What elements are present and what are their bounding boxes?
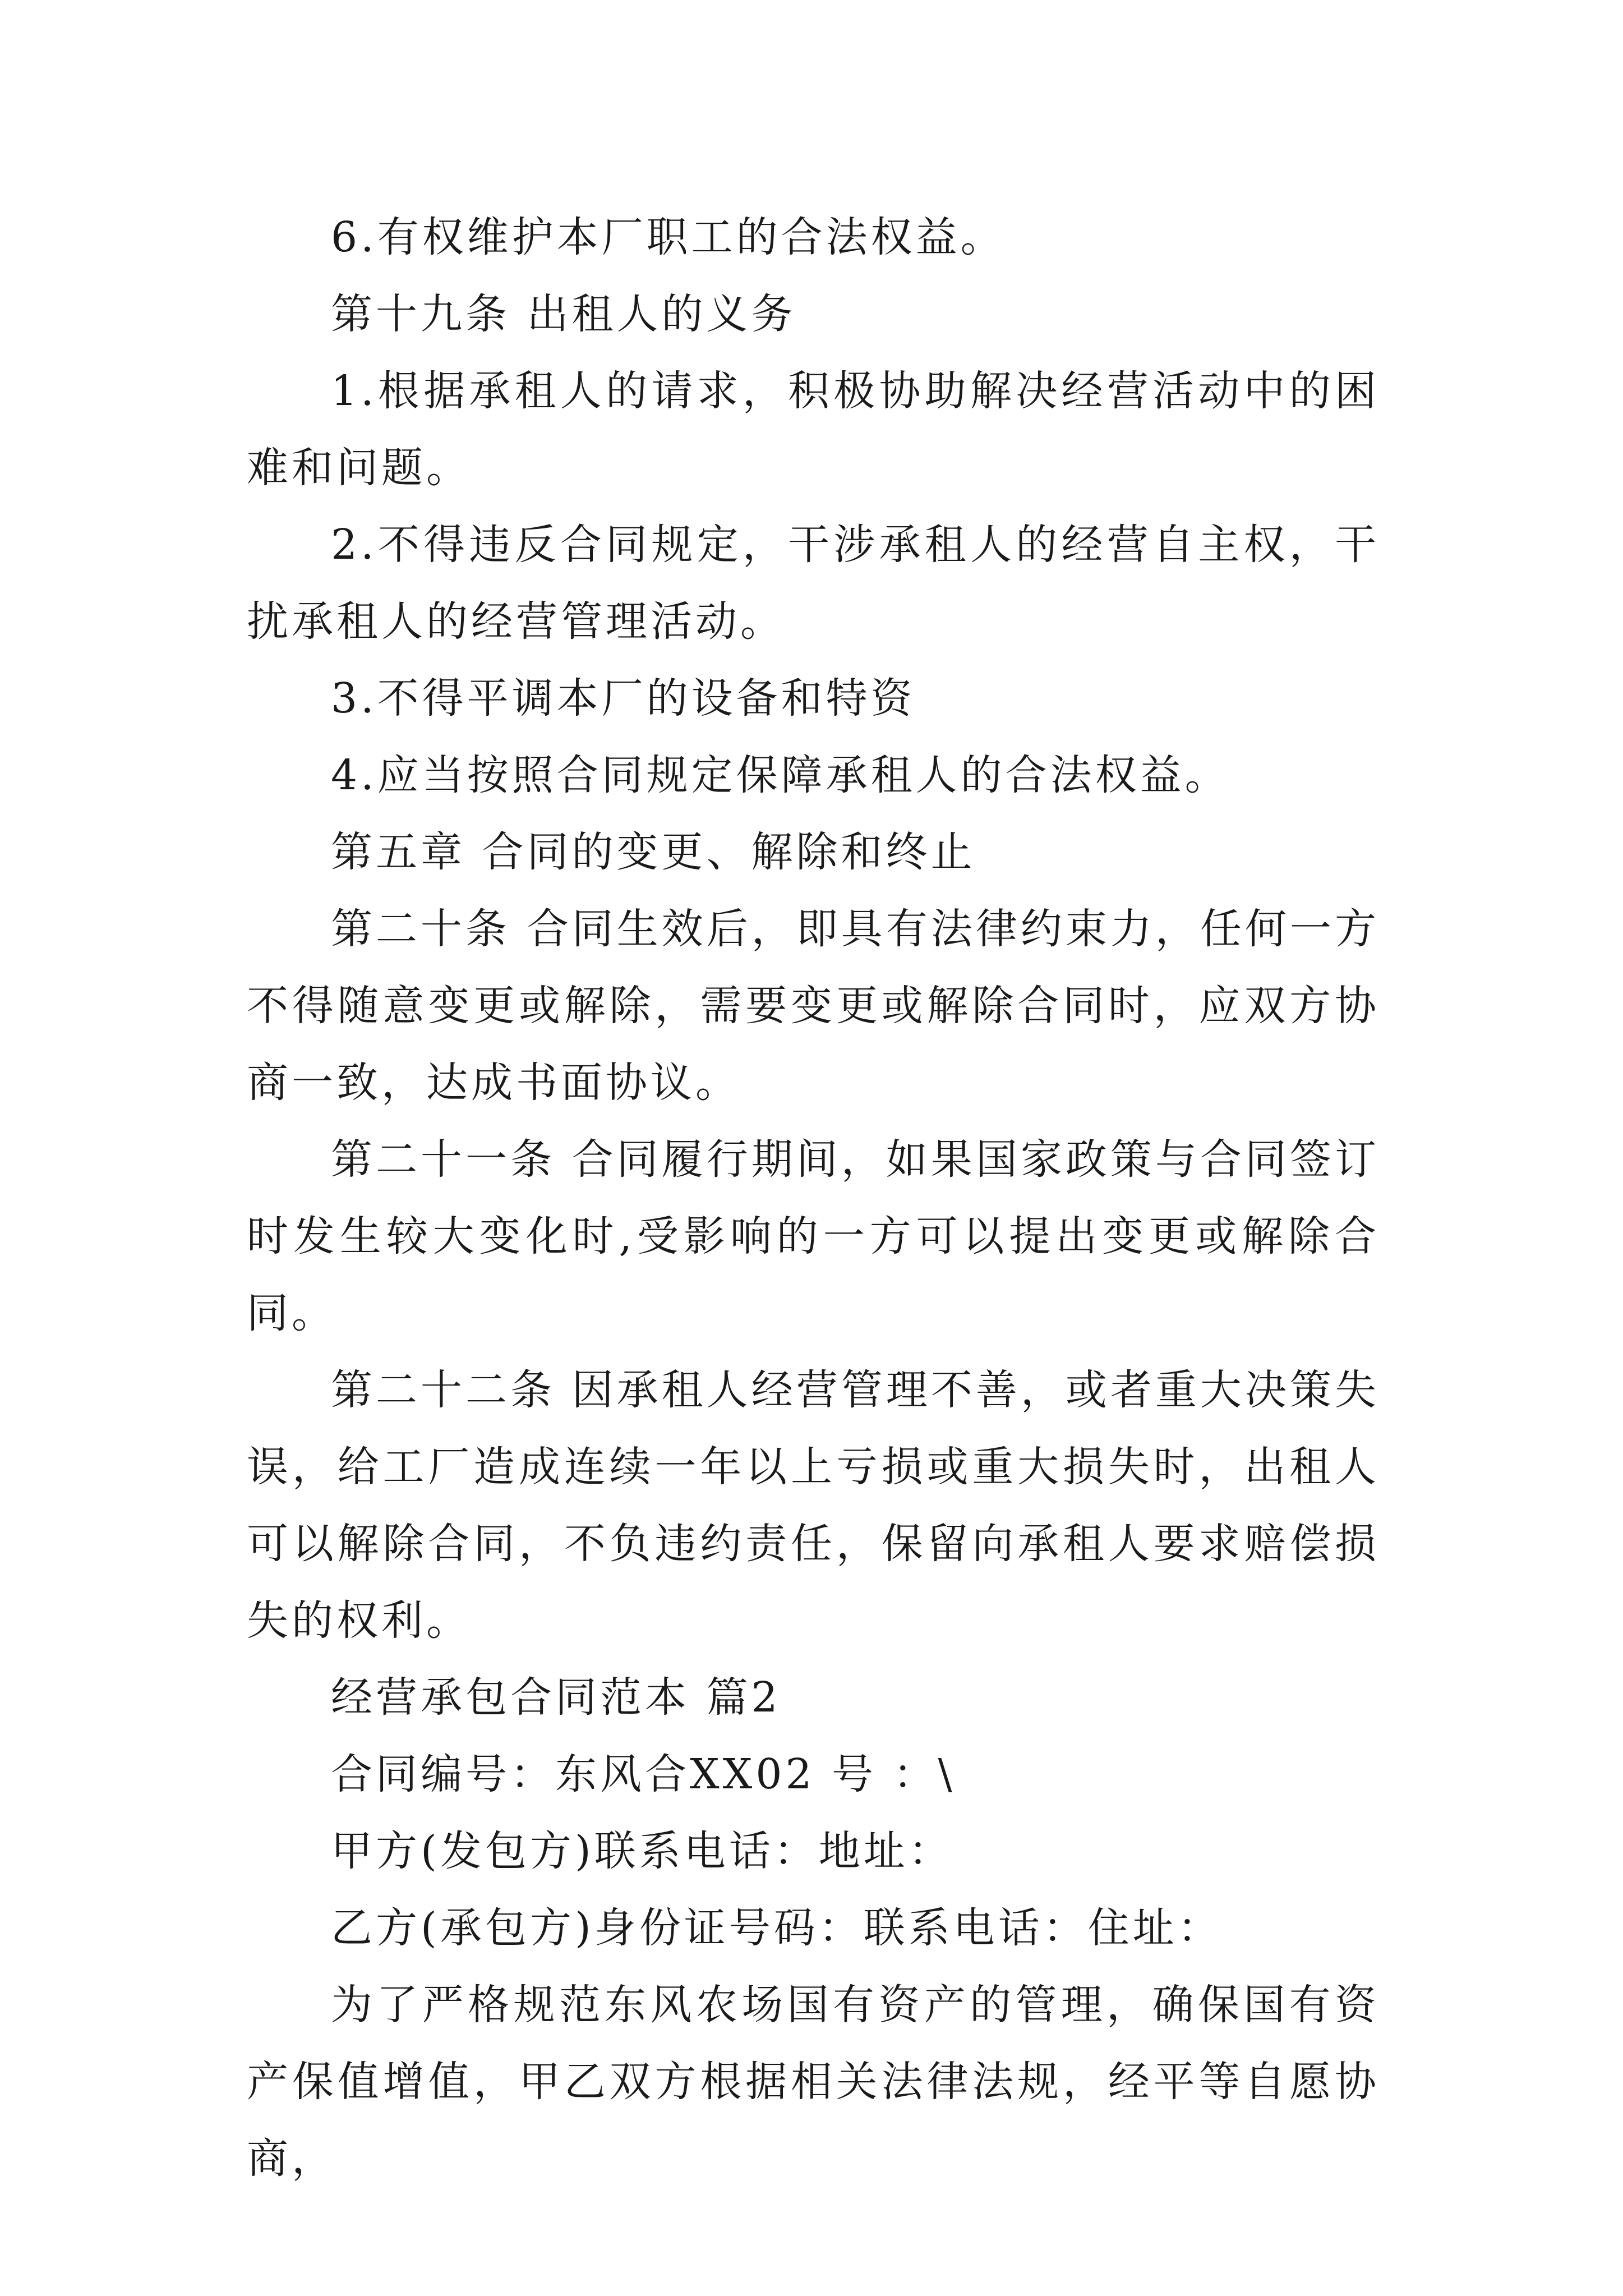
paragraph-item-6: 6.有权维护本厂职工的合法权益。 xyxy=(331,213,1006,261)
article-20-paragraph: 第二十条 合同生效后，即具有法律约束力，任何一方不得随意变更或解除，需要变更或解除合同时，应双方协商一致，达成书面协议。 xyxy=(247,905,1380,1107)
section-title: 经营承包合同范本 篇2 xyxy=(331,1673,781,1722)
paragraph-item-4: 4.应当按照合同规定保障承租人的合法权益。 xyxy=(331,751,1230,799)
contract-number: 合同编号：东风合XX02 号 ：\ xyxy=(331,1750,956,1798)
party-b-info: 乙方(承包方)身份证号码：联系电话：住址： xyxy=(331,1904,1223,1952)
paragraph-item-3: 3.不得平调本厂的设备和特资 xyxy=(331,674,916,723)
paragraph-item-1: 1.根据承租人的请求，积极协助解决经营活动中的困难和问题。 xyxy=(247,367,1380,492)
article-21-paragraph: 第二十一条 合同履行期间，如果国家政策与合同签订时发生较大变化时,受影响的一方可以提出变更或解除合同。 xyxy=(247,1135,1380,1337)
party-a-info: 甲方(发包方)联系电话：地址： xyxy=(331,1827,953,1875)
article-22-paragraph: 第二十二条 因承租人经营管理不善，或者重大决策失误，给工厂造成连续一年以上亏损或重大损失时，出租人可以解除合同，不负违约责任，保留向承租人要求赔偿损失的权利。 xyxy=(247,1366,1380,1645)
article-19-heading: 第十九条 出租人的义务 xyxy=(331,290,796,338)
document-body xyxy=(247,199,1380,2197)
preamble-paragraph: 为了严格规范东风农场国有资产的管理，确保国有资产保值增值，甲乙双方根据相关法律法规，经平等自愿协商， xyxy=(247,1981,1380,2183)
chapter-5-heading: 第五章 合同的变更、解除和终止 xyxy=(331,828,976,876)
paragraph-item-2: 2.不得违反合同规定，干涉承租人的经营自主权，干扰承租人的经营管理活动。 xyxy=(247,521,1380,646)
